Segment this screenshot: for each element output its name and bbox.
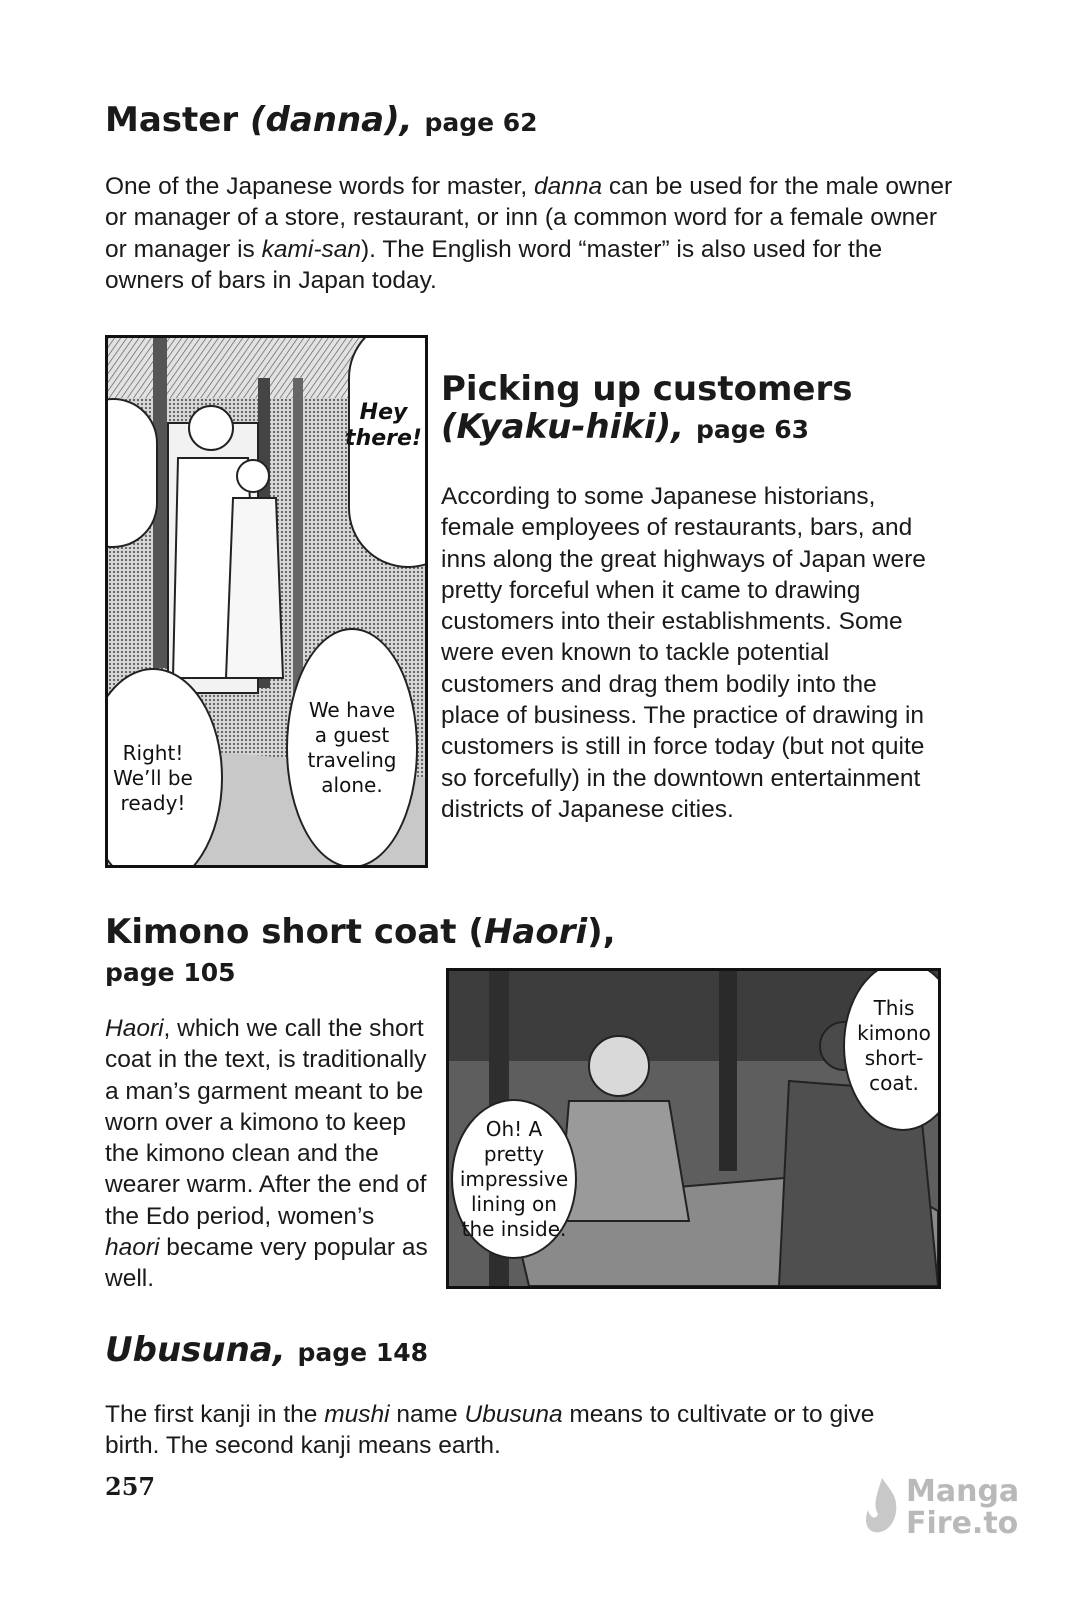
speech-line: kimono xyxy=(857,1021,931,1045)
speech-line: pretty xyxy=(483,1141,545,1166)
speech-bubble-guest xyxy=(286,628,418,868)
heading-master-page: page 62 xyxy=(424,108,538,137)
speech-line: We have xyxy=(308,698,396,722)
watermark-line: Manga xyxy=(906,1474,1020,1509)
manga-panel-haori xyxy=(446,968,941,1289)
paragraph-kyaku-hiki: According to some Japanese historians, female employees of restaurants, bars, and inns along the great highways of Japan were pretty forceful when it came to drawing customers into their establishments. Some were even known to tackle potential customers and drag them bodily into the place of business. The practice of drawing in customers is still in force today (but not quite so forcefully) in the downtown entertainment districts of Japanese cities. xyxy=(441,483,926,823)
text-run-italic: mushi xyxy=(324,1401,390,1428)
heading-haori-term: Haori xyxy=(483,912,588,952)
text-run: name xyxy=(389,1401,465,1428)
heading-kyaku-hiki-title: Picking up customers xyxy=(441,369,853,409)
speech-line: lining on xyxy=(470,1191,557,1216)
paragraph-master xyxy=(105,171,955,296)
text-run: means to cultivate or to give birth. The second kanji means earth. xyxy=(105,1401,875,1460)
heading-ubusuna xyxy=(105,1331,428,1372)
text-run-italic: haori xyxy=(105,1234,160,1262)
speech-line: This xyxy=(873,996,915,1020)
speech-line: We’ll be xyxy=(113,765,193,790)
text-run: The first kanji in the xyxy=(105,1401,325,1428)
speech-line: ready! xyxy=(120,790,186,815)
heading-kyaku-hiki-term: (Kyaku-hiki), xyxy=(441,407,685,447)
speech-line: traveling xyxy=(307,748,397,772)
text-run: , which we call the short coat in the text, is traditionally a man’s garment meant to be worn over a kimono to keep the kimono clean and the wearer warm. After the end of the Edo period, women’s xyxy=(105,1015,427,1230)
heading-master-term: (danna), xyxy=(249,100,413,140)
heading-kyaku-hiki xyxy=(441,370,852,449)
heading-haori-title: Kimono short coat ( xyxy=(105,912,484,952)
page-number: 257 xyxy=(105,1472,156,1501)
text-run-italic: kami-san xyxy=(261,235,361,263)
speech-line: Oh! A xyxy=(485,1116,543,1141)
speech-line: impressive xyxy=(459,1166,569,1191)
flame-logo-icon xyxy=(862,1476,902,1536)
text-run-italic: danna xyxy=(533,173,603,200)
paragraph-ubusuna xyxy=(105,1399,935,1462)
speech-line: Right! xyxy=(122,740,184,765)
text-run: can be used for the male owner or manager of a store, restaurant, or inn (a common word for a female owner or manager is xyxy=(105,173,953,263)
paragraph-haori xyxy=(105,1013,435,1295)
speech-bubble-lining xyxy=(451,1099,577,1259)
heading-ubusuna-term: Ubusuna, xyxy=(105,1330,286,1370)
heading-haori-title-end: ), xyxy=(587,912,616,952)
heading-kyaku-hiki-page: page 63 xyxy=(695,415,810,444)
speech-text-hey-there: Hey there! xyxy=(345,400,422,451)
speech-bubble-edge xyxy=(105,398,158,548)
text-run-italic: Ubusuna xyxy=(464,1401,563,1428)
speech-line: short- xyxy=(864,1046,924,1070)
watermark xyxy=(906,1476,1019,1540)
heading-master-title: Master xyxy=(105,100,239,140)
speech-line: coat. xyxy=(869,1071,919,1095)
watermark-line: Fire.to xyxy=(906,1506,1019,1541)
speech-line: alone. xyxy=(321,773,383,797)
speech-line: a guest xyxy=(314,723,390,747)
text-run-italic: Haori xyxy=(105,1015,164,1042)
heading-ubusuna-page: page 148 xyxy=(297,1338,429,1367)
text-run: ). The English word “master” is also used for the owners of bars in Japan today. xyxy=(105,235,883,294)
heading-haori-page: page 105 xyxy=(105,958,236,987)
text-run: became very popular as well. xyxy=(105,1234,428,1293)
text-run: One of the Japanese words for master, xyxy=(105,173,534,200)
heading-master xyxy=(105,101,538,142)
speech-line: the inside. xyxy=(461,1216,567,1241)
manga-panel-inn xyxy=(105,335,428,868)
